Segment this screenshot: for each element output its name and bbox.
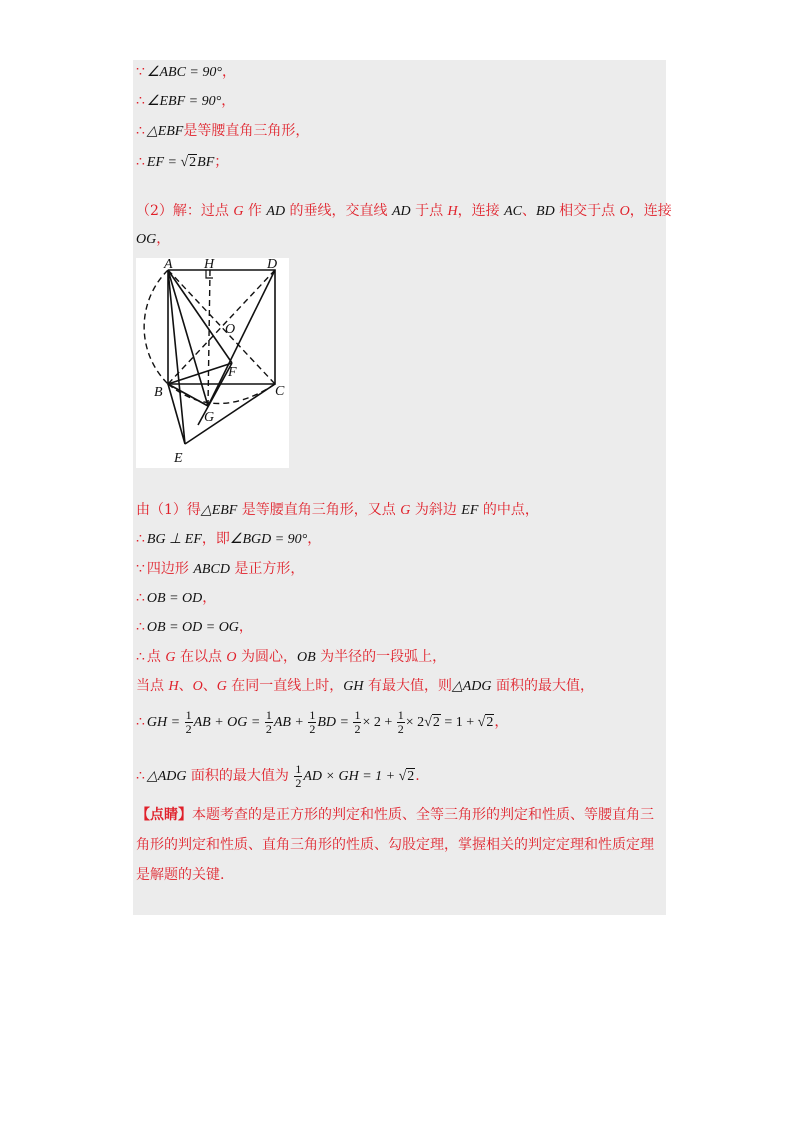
denominator: 2 bbox=[309, 721, 316, 736]
step-text: 相交于点 bbox=[554, 203, 620, 219]
step-line-11 bbox=[136, 618, 253, 637]
math-expression: AB + bbox=[273, 715, 308, 730]
math-expression: BG ⊥ EF bbox=[146, 532, 202, 547]
step-line-15 bbox=[136, 762, 420, 791]
segment-ec bbox=[185, 384, 275, 444]
punctuation: . bbox=[415, 768, 420, 784]
point-o: O bbox=[619, 204, 630, 219]
segment-ef: EF bbox=[461, 503, 479, 518]
point-o: O bbox=[192, 679, 203, 694]
step-text: 、 bbox=[178, 678, 193, 694]
math-expression: AB + OG = bbox=[193, 715, 264, 730]
denominator: 2 bbox=[185, 721, 192, 736]
label-g: G bbox=[204, 410, 215, 425]
step-text: 作 bbox=[243, 203, 267, 219]
therefore-symbol: ∴ bbox=[136, 154, 145, 170]
radicand: 2 bbox=[432, 715, 440, 730]
step-text: 在以点 bbox=[175, 649, 227, 665]
math-expression: △EBF bbox=[146, 124, 184, 139]
step-text: （2）解：过点 bbox=[136, 203, 234, 219]
punctuation: ， bbox=[494, 714, 509, 730]
geometry-diagram bbox=[136, 258, 289, 468]
remark-paragraph bbox=[136, 800, 656, 890]
radicand: 2 bbox=[407, 769, 415, 784]
step-text: ，连接 bbox=[629, 203, 672, 219]
point-g: G bbox=[165, 650, 176, 665]
sqrt-expression: √2 bbox=[398, 769, 415, 784]
label-o: O bbox=[225, 322, 236, 337]
math-expression: AD × GH = 1 + bbox=[303, 769, 399, 784]
math-expression: EF = bbox=[146, 155, 181, 170]
point-g: G bbox=[216, 679, 227, 694]
radicand: 2 bbox=[486, 715, 494, 730]
denominator: 2 bbox=[354, 721, 361, 736]
punctuation: ； bbox=[214, 154, 229, 170]
therefore-symbol: ∴ bbox=[136, 714, 145, 730]
step-text: 有最大值，则 bbox=[363, 678, 452, 694]
step-line-12 bbox=[136, 648, 446, 667]
punctuation: ， bbox=[221, 64, 236, 80]
math-expression: OB = OD = OG bbox=[146, 620, 239, 635]
arc-left bbox=[144, 270, 168, 384]
step-text: 的垂线，交直线 bbox=[285, 203, 392, 219]
fraction-half bbox=[397, 709, 405, 736]
sqrt-expression: √2 bbox=[180, 155, 197, 170]
point-o: O bbox=[226, 650, 237, 665]
label-e: E bbox=[174, 451, 183, 466]
step-line-2 bbox=[136, 92, 235, 111]
segment-og: OG bbox=[136, 232, 157, 247]
step-text: 面积的最大值为 bbox=[186, 768, 294, 784]
therefore-symbol: ∴ bbox=[136, 590, 145, 606]
step-text: 是等腰直角三角形， bbox=[183, 123, 310, 139]
label-a: A bbox=[164, 258, 173, 272]
label-f: F bbox=[228, 365, 237, 380]
step-line-6 bbox=[136, 230, 170, 249]
step-line-13 bbox=[136, 677, 594, 696]
step-text: 面积的最大值， bbox=[491, 678, 594, 694]
triangle-adg: △ADG bbox=[451, 679, 492, 694]
math-expression: ABCD bbox=[193, 562, 230, 577]
segment-dg bbox=[208, 270, 275, 406]
punctuation: ， bbox=[202, 590, 217, 606]
numerator: 1 bbox=[397, 707, 404, 722]
because-symbol: ∵ bbox=[136, 64, 145, 80]
step-text: 的中点， bbox=[478, 502, 539, 518]
therefore-symbol: ∴ bbox=[136, 649, 145, 665]
denominator: 2 bbox=[295, 775, 302, 790]
segment-hg bbox=[208, 270, 210, 406]
math-expression: ∠EBF = 90° bbox=[146, 94, 222, 109]
fraction-half bbox=[353, 709, 361, 736]
triangle-adg: △ADG bbox=[146, 769, 187, 784]
point-g: G bbox=[400, 503, 411, 518]
geometry-figure bbox=[136, 258, 289, 468]
radicand: 2 bbox=[189, 155, 197, 170]
fraction-half bbox=[185, 709, 193, 736]
point-g: G bbox=[233, 204, 244, 219]
math-expression: ∠ABC = 90° bbox=[146, 65, 222, 80]
segment-ad: AD bbox=[266, 204, 286, 219]
math-expression: GH = bbox=[146, 715, 184, 730]
label-d: D bbox=[267, 258, 278, 272]
step-line-10 bbox=[136, 589, 216, 608]
math-expression: = 1 + bbox=[440, 715, 478, 730]
step-text: 于点 bbox=[410, 203, 448, 219]
step-line-8 bbox=[136, 530, 321, 549]
label-b: B bbox=[154, 385, 163, 400]
step-text: 、 bbox=[522, 203, 537, 219]
step-text: 为圆心， bbox=[236, 649, 297, 665]
math-expression: BD = bbox=[317, 715, 353, 730]
therefore-symbol: ∴ bbox=[136, 93, 145, 109]
step-text: 、 bbox=[202, 678, 217, 694]
point-h: H bbox=[168, 679, 179, 694]
step-line-4 bbox=[136, 153, 228, 172]
label-c: C bbox=[275, 384, 285, 399]
fraction-half bbox=[294, 763, 302, 790]
remark-text: 本题考查的是正方形的判定和性质、全等三角形的判定和性质、等腰直角三角形的判定和性质、直角三角形的性质、勾股定理，掌握相关的判定定理和性质定理是解题的关键. bbox=[136, 807, 654, 883]
step-text: 为半径的一段弧上， bbox=[315, 649, 447, 665]
step-text: 为斜边 bbox=[410, 502, 462, 518]
numerator: 1 bbox=[354, 707, 361, 722]
step-line-3 bbox=[136, 122, 309, 141]
segment-gh: GH bbox=[343, 679, 364, 694]
step-text: 点 bbox=[146, 649, 166, 665]
part-2-intro bbox=[136, 202, 672, 221]
numerator: 1 bbox=[185, 707, 192, 722]
segment-af bbox=[168, 270, 232, 363]
denominator: 2 bbox=[397, 721, 404, 736]
numerator: 1 bbox=[265, 707, 272, 722]
step-text: ，连接 bbox=[457, 203, 505, 219]
sqrt-expression: √2 bbox=[424, 715, 440, 730]
step-text: 当点 bbox=[136, 678, 169, 694]
math-expression: ∠BGD = 90° bbox=[229, 532, 308, 547]
fraction-half bbox=[265, 709, 273, 736]
step-text: 是等腰直角三角形，又点 bbox=[237, 502, 401, 518]
punctuation: ， bbox=[156, 231, 171, 247]
point-h: H bbox=[447, 204, 458, 219]
sqrt-expression: √2 bbox=[477, 715, 494, 730]
segment-ob: OB bbox=[296, 650, 316, 665]
step-line-14 bbox=[136, 708, 508, 737]
numerator: 1 bbox=[309, 707, 316, 722]
step-text: 由（1）得 bbox=[136, 502, 201, 518]
denominator: 2 bbox=[265, 721, 272, 736]
step-text: 是正方形， bbox=[229, 561, 305, 577]
numerator: 1 bbox=[295, 761, 302, 776]
math-expression: BF bbox=[197, 155, 215, 170]
math-expression: × 2 + bbox=[362, 715, 396, 730]
step-line-9 bbox=[136, 560, 304, 579]
punctuation: ， bbox=[221, 93, 236, 109]
step-line-7 bbox=[136, 501, 539, 520]
segment-ac: AC bbox=[504, 204, 523, 219]
step-text: ，即 bbox=[201, 531, 230, 547]
therefore-symbol: ∴ bbox=[136, 619, 145, 635]
step-text: 在同一直线上时， bbox=[226, 678, 344, 694]
punctuation: ， bbox=[307, 531, 322, 547]
because-symbol: ∵ bbox=[136, 561, 145, 577]
therefore-symbol: ∴ bbox=[136, 123, 145, 139]
label-h: H bbox=[204, 258, 215, 272]
therefore-symbol: ∴ bbox=[136, 768, 145, 784]
therefore-symbol: ∴ bbox=[136, 531, 145, 547]
step-line-1 bbox=[136, 63, 236, 82]
remark-tag: 【点睛】 bbox=[136, 807, 192, 823]
segment-bd: BD bbox=[536, 204, 555, 219]
punctuation: ， bbox=[238, 619, 253, 635]
segment-ad: AD bbox=[391, 204, 411, 219]
fraction-half bbox=[308, 709, 316, 736]
step-text: 四边形 bbox=[146, 561, 194, 577]
math-expression: OB = OD bbox=[146, 591, 203, 606]
math-expression: × 2 bbox=[405, 715, 425, 730]
math-expression: △EBF bbox=[200, 503, 238, 518]
